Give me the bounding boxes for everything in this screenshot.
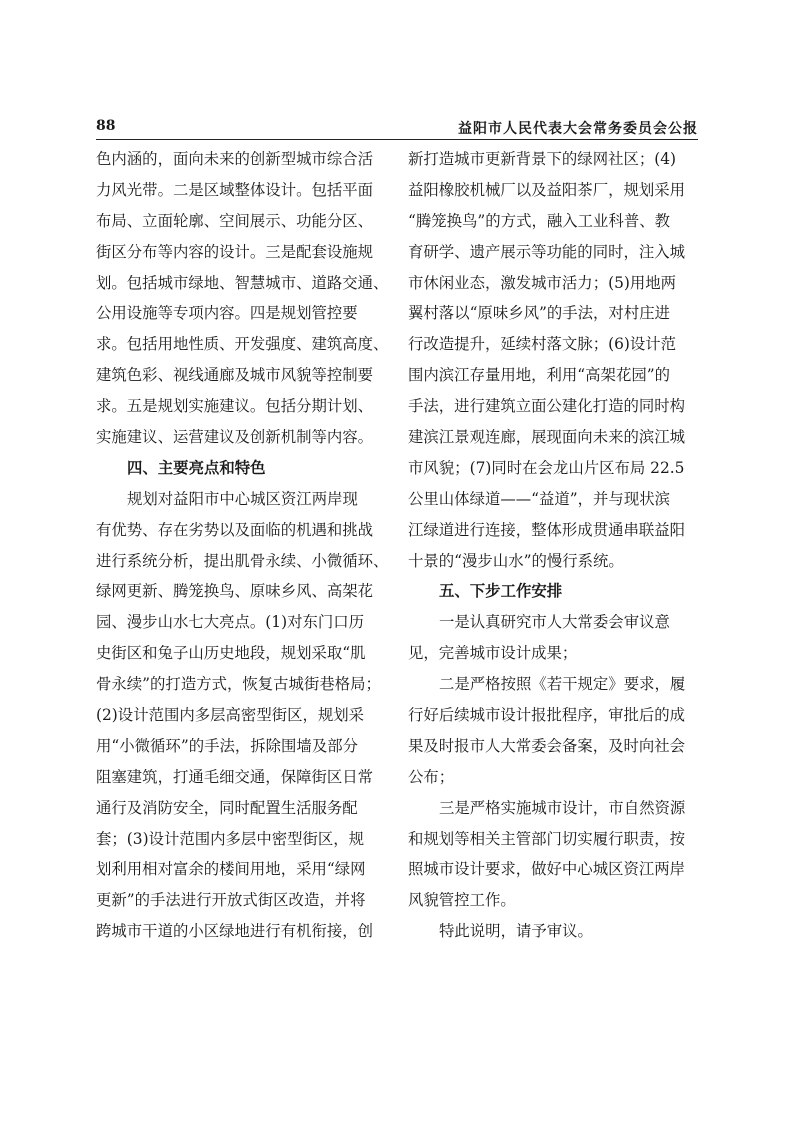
text-line: 跨城市干道的小区绿地进行有机衔接，创 [96, 922, 374, 941]
text-line: 规划对益阳市中心城区资江两岸现 [127, 489, 358, 508]
text-line: 进行系统分析，提出肌骨永续、小微循环、 [96, 551, 389, 570]
page-header [96, 118, 698, 138]
text-line: 史街区和兔子山历史地段，规划采取“肌 [96, 644, 366, 663]
text-line: 果及时报市人大常委会备案，及时向社会 [408, 736, 686, 755]
text-line: 划利用相对富余的楼间用地，采用“绿网 [96, 860, 366, 879]
header-rule [96, 139, 698, 140]
page-number: 88 [96, 118, 116, 134]
text-line: 益阳橡胶机械厂以及益阳茶厂，规划采用 [408, 180, 686, 199]
left-text-column [96, 144, 389, 947]
text-line: 实施建议、运营建议及创新机制等内容。 [96, 428, 374, 447]
text-line: 照城市设计要求，做好中心城区资江两岸 [408, 860, 686, 879]
text-line: 行好后续城市设计报批程序，审批后的成 [408, 706, 686, 725]
text-line: 力风光带。二是区域整体设计。包括平面 [96, 180, 374, 199]
text-line: 色内涵的，面向未来的创新型城市综合活 [96, 150, 374, 168]
text-line: 三是严格实施城市设计，市自然资源 [439, 798, 686, 817]
text-line: 公布； [408, 767, 455, 786]
text-line: 市风貌；(7)同时在会龙山片区布局 22.5 [408, 458, 685, 477]
text-line: 通行及消防安全，同时配置生活服务配 [96, 798, 358, 817]
text-line: 骨永续”的打造方式，恢复古城街巷格局； [96, 675, 381, 694]
text-line: 风貌管控工作。 [408, 891, 516, 910]
text-line: 绿网更新、腾笼换鸟、原味乡风、高架花 [96, 582, 374, 601]
section-heading: 四、主要亮点和特色 [127, 458, 266, 477]
text-line: 见，完善城市设计成果； [408, 644, 578, 663]
section-heading: 五、下步工作安排 [439, 582, 563, 601]
text-line: 育研学、遗产展示等功能的同时，注入城 [408, 242, 686, 261]
text-line: 二是严格按照《若干规定》要求，履 [439, 675, 686, 694]
text-line: “腾笼换鸟”的方式，融入工业科普、教 [408, 211, 670, 230]
journal-title: 益阳市人民代表大会常务委员会公报 [458, 121, 698, 137]
text-line: 求。五是规划实施建议。包括分期计划、 [96, 397, 374, 416]
text-line: 围内滨江存量用地，利用“高架花园”的 [408, 366, 670, 385]
text-line: 有优势、存在劣势以及面临的机遇和挑战 [96, 520, 374, 539]
text-line: 布局、立面轮廓、空间展示、功能分区、 [96, 211, 374, 230]
text-line: 阻塞建筑，打通毛细交通，保障街区日常 [96, 767, 374, 786]
text-line: 一是认真研究市人大常委会审议意 [439, 613, 670, 632]
text-line: 建筑色彩、视线通廊及城市风貌等控制要 [96, 366, 374, 385]
text-line: 街区分布等内容的设计。三是配套设施规 [96, 242, 374, 261]
text-line: 十景的“漫步山水”的慢行系统。 [408, 551, 624, 570]
text-line: 园、漫步山水七大亮点。(1)对东门口历 [96, 613, 365, 632]
text-line: 特此说明，请予审议。 [439, 922, 593, 941]
text-line: 江绿道进行连接，整体形成贯通串联益阳 [408, 520, 686, 539]
text-line: 求。包括用地性质、开发强度、建筑高度、 [96, 335, 389, 354]
text-line: 用“小微循环”的手法，拆除围墙及部分 [96, 736, 358, 755]
text-line: 公里山体绿道——“益道”，并与现状滨 [408, 489, 670, 508]
text-line: 套；(3)设计范围内多层中密型街区，规 [96, 829, 365, 848]
text-line: 划。包括城市绿地、智慧城市、道路交通、 [96, 273, 389, 292]
text-line: (2)设计范围内多层高密型街区，规划采 [96, 706, 365, 725]
text-line: 更新”的手法进行开放式街区改造，并将 [96, 891, 366, 910]
text-line: 手法，进行建筑立面公建化打造的同时构 [408, 397, 686, 416]
text-line: 新打造城市更新背景下的绿网社区；(4) [408, 150, 677, 168]
text-line: 翼村落以“原味乡风”的手法，对村庄进 [408, 304, 670, 323]
text-line: 行改造提升，延续村落文脉；(6)设计范 [408, 335, 677, 354]
right-text-column [408, 144, 698, 947]
text-line: 市休闲业态，激发城市活力；(5)用地两 [408, 273, 677, 292]
text-line: 建滨江景观连廊，展现面向未来的滨江城 [408, 428, 686, 447]
text-line: 公用设施等专项内容。四是规划管控要 [96, 304, 358, 323]
text-line: 和规划等相关主管部门切实履行职责，按 [408, 829, 686, 848]
